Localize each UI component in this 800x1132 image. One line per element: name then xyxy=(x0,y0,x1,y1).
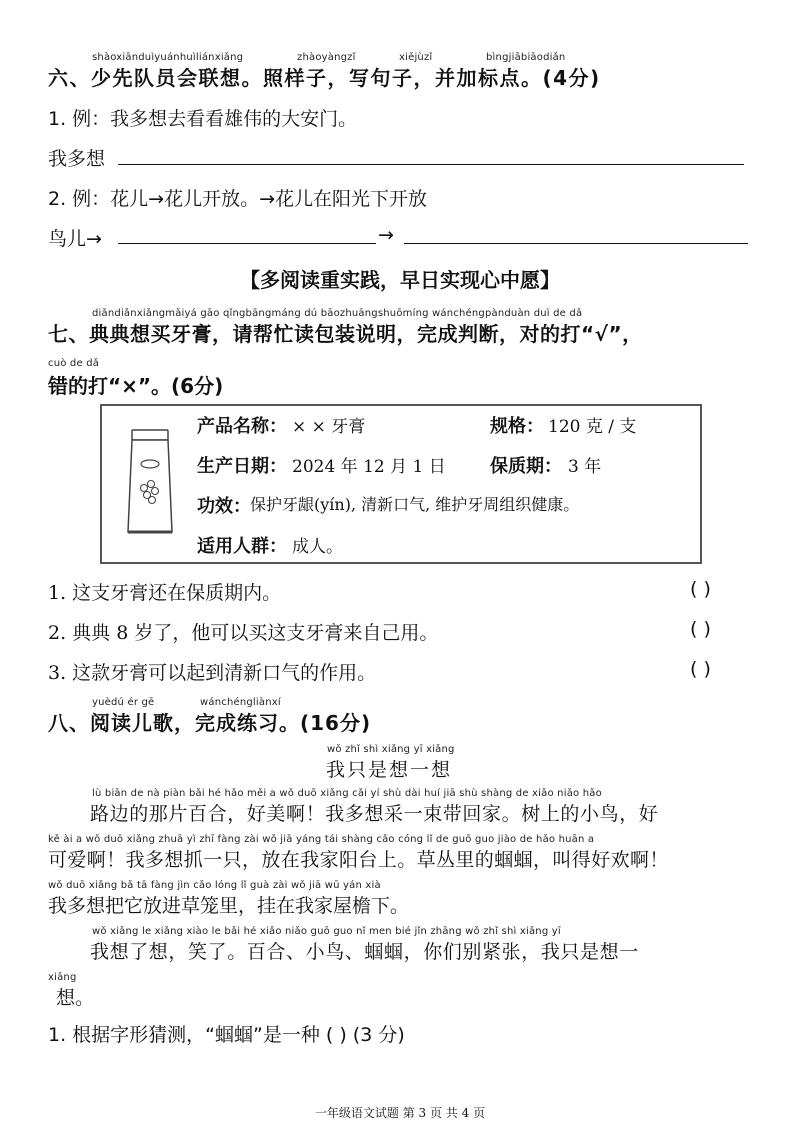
example-1: 1. 例：我多想去看看雄伟的大安门。 xyxy=(48,108,358,130)
poem-title: 我只是想一想 xyxy=(326,759,453,781)
answer-line-2b[interactable] xyxy=(404,243,748,244)
answer-line-2a[interactable] xyxy=(118,243,376,244)
pinyin: zhàoyàngzǐ xyxy=(297,52,356,63)
question-8-1: 1. 根据字形猜测，“蝈蝈”是一种 ( ) (3 分) xyxy=(48,1024,405,1046)
toothpaste-tube-icon xyxy=(124,428,176,540)
production-date-value: 2024 年 12 月 1 日 xyxy=(292,457,446,477)
answer-1-prefix: 我多想 xyxy=(48,148,106,170)
pinyin: cuò de dǎ xyxy=(48,358,100,369)
answer-paren-3[interactable]: ( ) xyxy=(690,658,711,680)
question-1: 1. 这支牙膏还在保质期内。 xyxy=(48,582,282,604)
shelf-life-value: 3 年 xyxy=(568,457,602,477)
pinyin: kě ài a wǒ duō xiǎng zhuā yì zhī fàng zài wǒ jiā yáng tái shàng cǎo cóng lǐ de guō guo jiào de hǎo huān a xyxy=(48,834,595,845)
pinyin: xiǎng xyxy=(48,972,77,983)
answer-line-1[interactable] xyxy=(118,164,744,165)
answer-2-prefix: 鸟儿→ xyxy=(48,228,102,250)
pinyin: wǒ zhǐ shì xiǎng yī xiǎng xyxy=(327,744,455,755)
pinyin: lù biān de nà piàn bǎi hé hǎo měi a wǒ duō xiǎng cǎi yí shù dài huí jiā shù shàng de xiǎo niǎo hǎo xyxy=(92,788,602,799)
function-value: 保护牙龈(yín), 清新口气, 维护牙周组织健康。 xyxy=(250,495,580,514)
banner: 【多阅读重实践，早日实现心中愿】 xyxy=(240,268,560,292)
pinyin: shàoxiānduìyuánhuìliánxiǎng xyxy=(92,52,244,63)
pinyin: bìngjiābiāodiǎn xyxy=(486,52,566,63)
spec-value: 120 克 / 支 xyxy=(548,417,637,437)
target-users-value: 成人。 xyxy=(292,537,343,557)
arrow: → xyxy=(378,224,394,246)
target-users-label: 适用人群： xyxy=(197,536,287,557)
question-3: 3. 这款牙膏可以起到清新口气的作用。 xyxy=(48,662,377,684)
example-2: 2. 例：花儿→花儿开放。→花儿在阳光下开放 xyxy=(48,188,428,210)
section-7-title: 七、典典想买牙膏，请帮忙读包装说明，完成判断，对的打“√”， xyxy=(48,322,643,346)
production-date-label: 生产日期： xyxy=(197,456,287,477)
poem-line-1: 路边的那片百合，好美啊！我多想采一束带回家。树上的小鸟，好 xyxy=(90,803,659,825)
poem-line-3: 我多想把它放进草笼里，挂在我家屋檐下。 xyxy=(48,895,410,917)
spec-label: 规格： xyxy=(490,416,544,437)
shelf-life-label: 保质期： xyxy=(490,456,562,477)
section-7-title-cont: 错的打“×”。(6分) xyxy=(48,374,224,398)
pinyin: wǒ duō xiǎng bǎ tā fàng jìn cǎo lóng lǐ guà zài wǒ jiā wū yán xià xyxy=(48,880,381,891)
page-footer: 一年级语文试题 第 3 页 共 4 页 xyxy=(314,1106,486,1120)
poem-line-2: 可爱啊！我多想抓一只，放在我家阳台上。草丛里的蝈蝈，叫得好欢啊！ xyxy=(48,849,669,871)
product-name-value: × × 牙膏 xyxy=(292,417,366,437)
answer-paren-1[interactable]: ( ) xyxy=(690,578,711,600)
product-name-label: 产品名称： xyxy=(197,416,287,437)
section-6-title: 六、少先队员会联想。照样子，写句子，并加标点。(4分) xyxy=(48,66,601,90)
section-8-title: 八、阅读儿歌，完成练习。(16分) xyxy=(48,711,372,735)
poem-line-5: 想。 xyxy=(56,987,95,1009)
pinyin: xiějùzǐ xyxy=(399,52,433,63)
function-label: 功效： xyxy=(197,496,251,517)
pinyin: diǎndiǎnxiǎngmǎiyá gāo qǐngbāngmáng dú bāozhuāngshuōmíng wánchéngpànduàn duì de dǎ xyxy=(92,308,583,319)
answer-paren-2[interactable]: ( ) xyxy=(690,618,711,640)
pinyin: wǒ xiǎng le xiǎng xiào le bǎi hé xiǎo niǎo guō guo nǐ men bié jǐn zhāng wǒ zhǐ shì xiǎng yī xyxy=(92,926,561,937)
poem-line-4: 我想了想，笑了。百合、小鸟、蝈蝈，你们别紧张，我只是想一 xyxy=(90,941,639,963)
question-2: 2. 典典 8 岁了，他可以买这支牙膏来自己用。 xyxy=(48,622,439,644)
pinyin: yuèdú ér gē xyxy=(92,697,155,708)
pinyin: wánchéngliànxí xyxy=(200,697,281,708)
